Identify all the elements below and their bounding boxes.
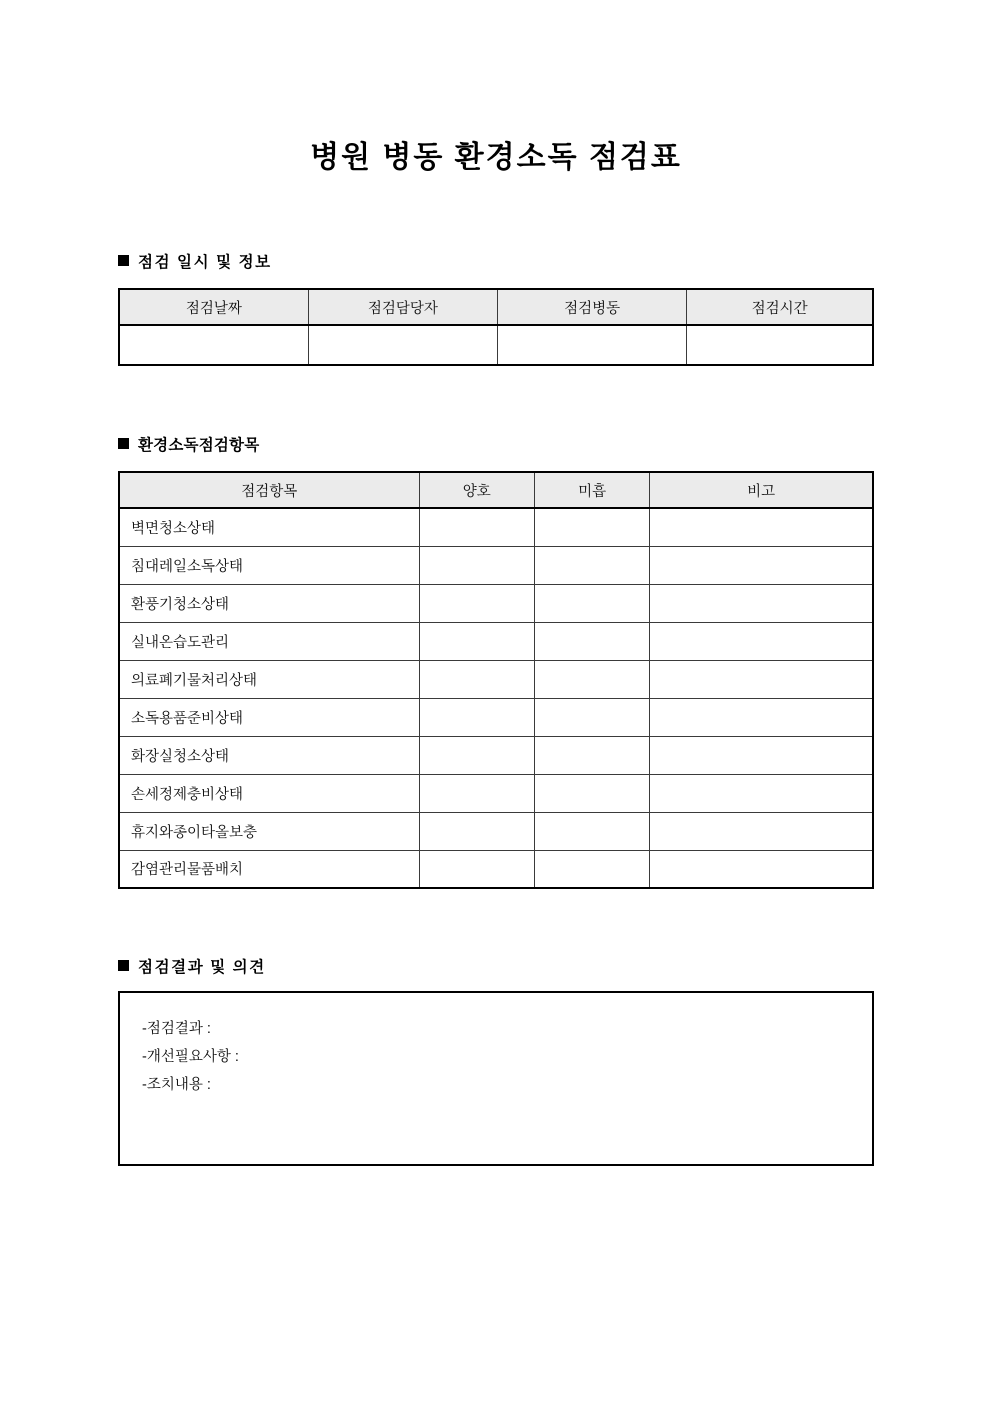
checkbox-cell-good[interactable] — [419, 774, 534, 812]
checkbox-cell-poor[interactable] — [534, 774, 649, 812]
table-row — [119, 584, 873, 622]
cell-inspector-value[interactable] — [308, 325, 497, 365]
remark-cell[interactable] — [650, 660, 873, 698]
table-header-row — [119, 289, 873, 325]
remark-cell[interactable] — [650, 850, 873, 888]
checkbox-cell-good[interactable] — [419, 698, 534, 736]
section-heading-results-label: 점검결과 및 의견 — [138, 959, 266, 976]
remark-cell[interactable] — [650, 812, 873, 850]
remark-cell[interactable] — [650, 698, 873, 736]
disinfection-checklist-table — [118, 471, 874, 889]
checkbox-cell-good[interactable] — [419, 736, 534, 774]
table-row — [119, 812, 873, 850]
section-heading-items — [118, 433, 259, 455]
checkbox-cell-poor[interactable] — [534, 622, 649, 660]
inspection-results-box[interactable] — [118, 991, 874, 1166]
column-header-poor: 미흡 — [534, 472, 649, 508]
section-heading-items-label: 환경소독점검항목 — [138, 437, 260, 454]
table-row — [119, 325, 873, 365]
remark-cell[interactable] — [650, 774, 873, 812]
inspection-info-table — [118, 288, 874, 366]
table-row — [119, 508, 873, 546]
column-header-ward: 점검병동 — [498, 289, 687, 325]
table-row — [119, 622, 873, 660]
result-line-outcome: -점검결과 : — [142, 1021, 211, 1037]
checklist-item-label: 환풍기청소상태 — [119, 584, 419, 622]
remark-cell[interactable] — [650, 622, 873, 660]
square-bullet-icon — [118, 960, 129, 971]
remark-cell[interactable] — [650, 508, 873, 546]
remark-cell[interactable] — [650, 736, 873, 774]
column-header-date: 점검날짜 — [119, 289, 308, 325]
checkbox-cell-good[interactable] — [419, 850, 534, 888]
table-row — [119, 660, 873, 698]
table-row — [119, 736, 873, 774]
result-line-improvements: -개선필요사항 : — [142, 1049, 239, 1065]
column-header-time: 점검시간 — [687, 289, 873, 325]
checklist-item-label: 휴지와종이타올보충 — [119, 812, 419, 850]
checkbox-cell-poor[interactable] — [534, 812, 649, 850]
checkbox-cell-good[interactable] — [419, 812, 534, 850]
table-header-row — [119, 472, 873, 508]
column-header-good: 양호 — [419, 472, 534, 508]
checkbox-cell-poor[interactable] — [534, 698, 649, 736]
remark-cell[interactable] — [650, 546, 873, 584]
remark-cell[interactable] — [650, 584, 873, 622]
table-row — [119, 774, 873, 812]
page-title: 병원 병동 환경소독 점검표 — [310, 141, 682, 174]
column-header-item: 점검항목 — [119, 472, 419, 508]
column-header-remark: 비고 — [650, 472, 873, 508]
checkbox-cell-poor[interactable] — [534, 850, 649, 888]
cell-date-value[interactable] — [119, 325, 308, 365]
cell-ward-value[interactable] — [498, 325, 687, 365]
checklist-item-label: 실내온습도관리 — [119, 622, 419, 660]
checklist-item-label: 감염관리물품배치 — [119, 850, 419, 888]
section-heading-info-label: 점검 일시 및 정보 — [138, 254, 272, 271]
checkbox-cell-poor[interactable] — [534, 660, 649, 698]
checklist-item-label: 침대레일소독상태 — [119, 546, 419, 584]
result-line-actions: -조치내용 : — [142, 1077, 211, 1093]
checkbox-cell-good[interactable] — [419, 546, 534, 584]
checkbox-cell-good[interactable] — [419, 622, 534, 660]
table-row — [119, 850, 873, 888]
table-row — [119, 546, 873, 584]
checklist-item-label: 벽면청소상태 — [119, 508, 419, 546]
cell-time-value[interactable] — [687, 325, 873, 365]
section-heading-info — [118, 250, 272, 272]
checklist-item-label: 손세정제충비상태 — [119, 774, 419, 812]
checklist-item-label: 소독용품준비상태 — [119, 698, 419, 736]
square-bullet-icon — [118, 438, 129, 449]
checkbox-cell-good[interactable] — [419, 508, 534, 546]
column-header-inspector: 점검담당자 — [308, 289, 497, 325]
square-bullet-icon — [118, 255, 129, 266]
checkbox-cell-poor[interactable] — [534, 508, 649, 546]
table-row — [119, 698, 873, 736]
checkbox-cell-poor[interactable] — [534, 736, 649, 774]
checklist-item-label: 의료폐기물처리상태 — [119, 660, 419, 698]
checkbox-cell-good[interactable] — [419, 584, 534, 622]
checkbox-cell-poor[interactable] — [534, 584, 649, 622]
checkbox-cell-poor[interactable] — [534, 546, 649, 584]
checklist-item-label: 화장실청소상태 — [119, 736, 419, 774]
checkbox-cell-good[interactable] — [419, 660, 534, 698]
section-heading-results — [118, 955, 266, 977]
